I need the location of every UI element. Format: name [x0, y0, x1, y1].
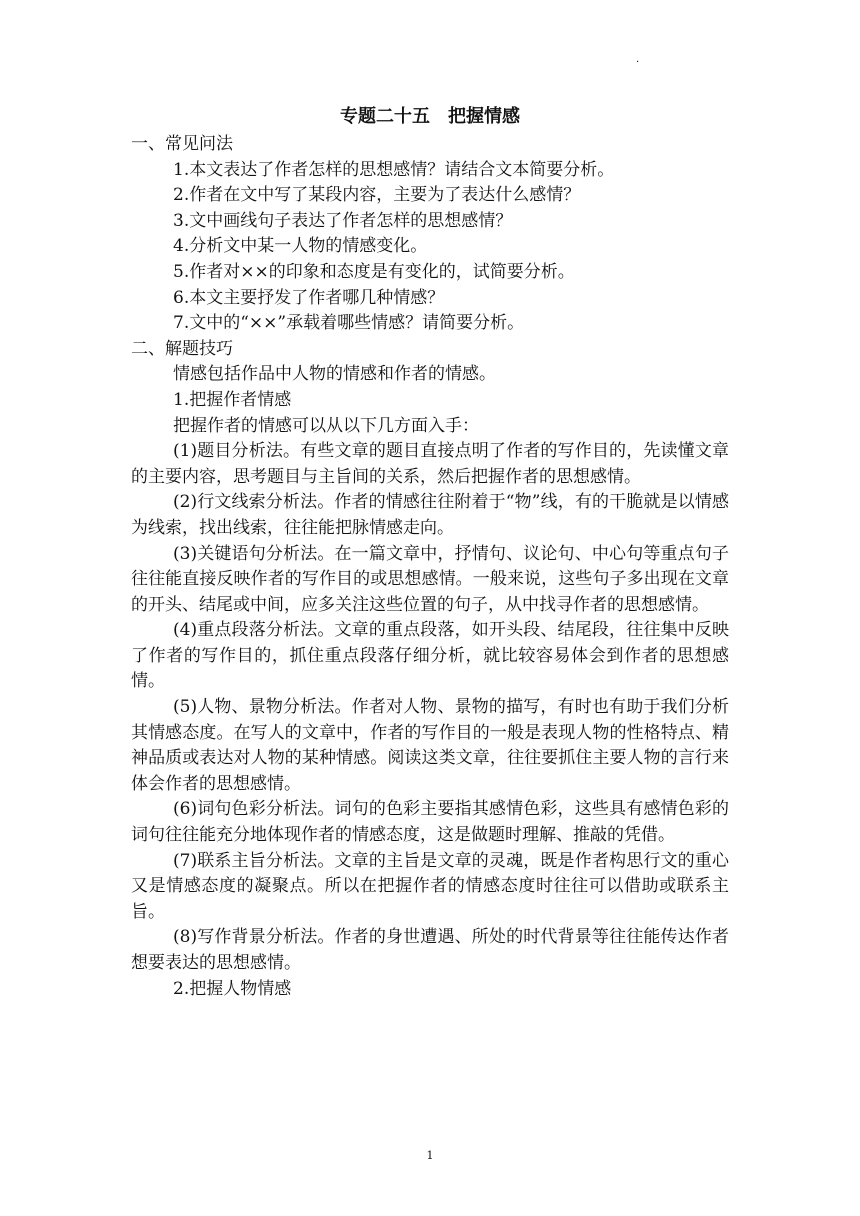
sub1-intro-text: 把握作者的情感可以从以下几方面入手：: [173, 415, 479, 436]
method-paragraph: (7)联系主旨分析法。文章的主旨是文章的灵魂，既是作者构思行文的重心又是情感态度的凝聚点。所以在把握作者的情感态度时往往可以借助或联系主旨。: [131, 850, 729, 922]
question-item: 3.文中画线句子表达了作者怎样的思想感情？: [173, 210, 513, 231]
top-mark: ·: [636, 57, 640, 68]
page-number: 1: [426, 1149, 434, 1162]
page-title: 专题二十五 把握情感: [340, 106, 520, 127]
question-item: 7.文中的“××”承载着哪些情感？请简要分析。: [173, 313, 525, 334]
question-item: 1.本文表达了作者怎样的思想感情？请结合文本简要分析。: [173, 159, 615, 180]
subheading-author-emotion: 1.把握作者情感: [173, 389, 292, 410]
section-heading-common-questions: 一、常见问法: [131, 134, 233, 154]
document-body: [131, 104, 729, 1002]
method-paragraph: (5)人物、景物分析法。作者对人物、景物的描写，有时也有助于我们分析其情感态度。在写人的文章中，作者的写作目的一般是表现人物的性格特点、精神品质或表达对人物的某种情感。阅读这类文章，往往要抓住主要人物的言行来体会作者的思想感情。: [131, 697, 729, 794]
question-item: 6.本文主要抒发了作者哪几种情感？: [173, 287, 445, 308]
question-item: 5.作者对××的印象和态度是有变化的，试简要分析。: [173, 261, 575, 282]
subheading-character-emotion: 2.把握人物情感: [173, 978, 292, 999]
intro-text: 情感包括作品中人物的情感和作者的情感。: [173, 364, 496, 385]
method-paragraph: (3)关键语句分析法。在一篇文章中，抒情句、议论句、中心句等重点句子往往能直接反映作者的写作目的或思想感情。一般来说，这些句子多出现在文章的开头、结尾或中间，应多关注这些位置的句子，从中找寻作者的思想感情。: [131, 543, 729, 615]
question-item: 4.分析文中某一人物的情感变化。: [173, 236, 428, 257]
method-paragraph: (6)词句色彩分析法。词句的色彩主要指其感情色彩，这些具有感情色彩的词句往往能充分地体现作者的情感态度，这是做题时理解、推敲的凭借。: [131, 799, 729, 846]
section-heading-techniques: 二、解题技巧: [131, 338, 233, 359]
method-paragraph: (1)题目分析法。有些文章的题目直接点明了作者的写作目的，先读懂文章的主要内容，思考题目与主旨间的关系，然后把握作者的思想感情。: [131, 441, 729, 487]
question-item: 2.作者在文中写了某段内容，主要为了表达什么感情？: [173, 185, 581, 206]
method-paragraph: (4)重点段落分析法。文章的重点段落，如开头段、结尾段，往往集中反映了作者的写作目的，抓住重点段落仔细分析，就比较容易体会到作者的思想感情。: [131, 620, 729, 692]
method-paragraph: (2)行文线索分析法。作者的情感往往附着于“物”线，有的干脆就是以情感为线索，找出线索，往往能把脉情感走向。: [131, 492, 729, 538]
method-paragraph: (8)写作背景分析法。作者的身世遭遇、所处的时代背景等往往能传达作者想要表达的思想感情。: [131, 927, 729, 973]
